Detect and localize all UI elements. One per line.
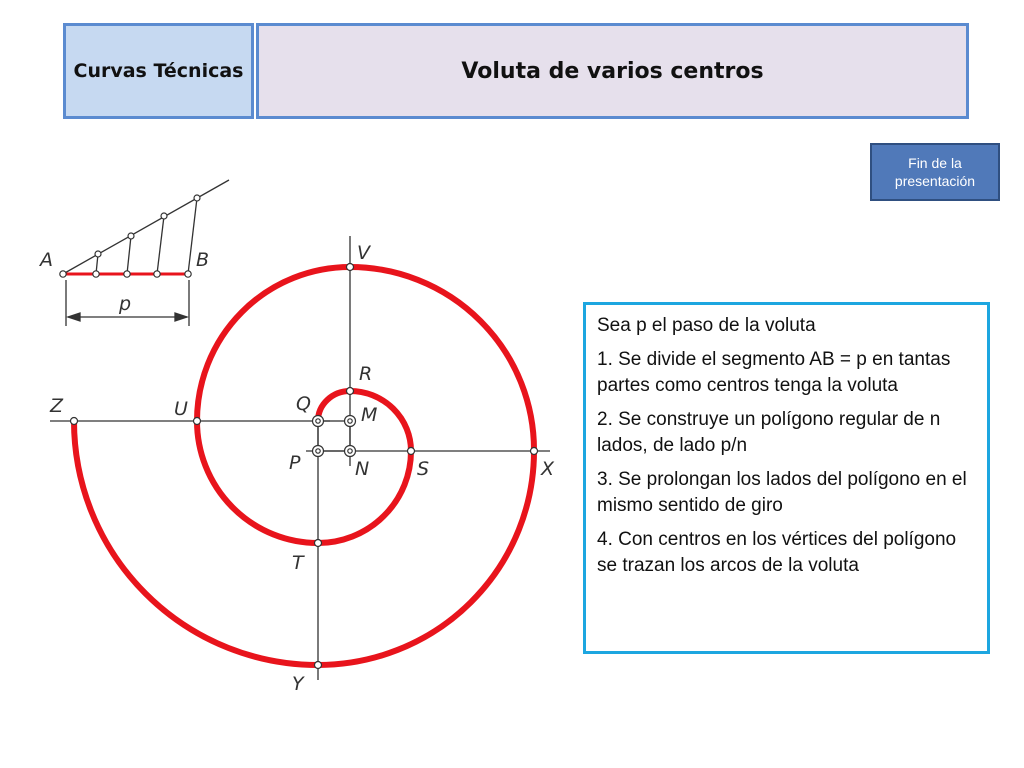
step-intro: Sea p el paso de la voluta	[597, 315, 816, 336]
step-1: 1. Se divide el segmento AB = p en tantas partes como centros tenga la voluta	[597, 349, 951, 396]
label-p-center: P	[289, 452, 301, 474]
volute-curve	[74, 267, 534, 665]
label-x: X	[541, 458, 555, 480]
step-3: 3. Se prolongan los lados del polígono en el mismo sentido de giro	[597, 469, 967, 516]
label-q: Q	[296, 393, 311, 415]
label-y: Y	[292, 673, 304, 695]
label-z: Z	[50, 395, 64, 417]
segment-points	[60, 195, 200, 277]
division-line-2	[127, 236, 131, 274]
center-square	[318, 421, 350, 451]
label-m: M	[361, 404, 378, 426]
label-r: R	[359, 363, 373, 385]
step-4: 4. Con centros en los vértices del polígono se trazan los arcos de la voluta	[597, 529, 957, 576]
label-t: T	[292, 552, 304, 574]
label-u: U	[174, 398, 188, 420]
label-p: p	[119, 293, 132, 315]
label-n: N	[355, 458, 370, 480]
page-title: Voluta de varios centros	[256, 23, 969, 119]
division-line-3	[157, 216, 164, 274]
section-title: Curvas Técnicas	[63, 23, 254, 119]
label-b: B	[196, 249, 210, 271]
label-v: V	[357, 242, 370, 264]
label-a: A	[40, 249, 53, 271]
end-presentation-button[interactable]: Fin de la presentación	[870, 143, 1000, 201]
label-s: S	[417, 458, 430, 480]
step-2: 2. Se construye un polígono regular de n lados, de lado p/n	[597, 409, 941, 456]
